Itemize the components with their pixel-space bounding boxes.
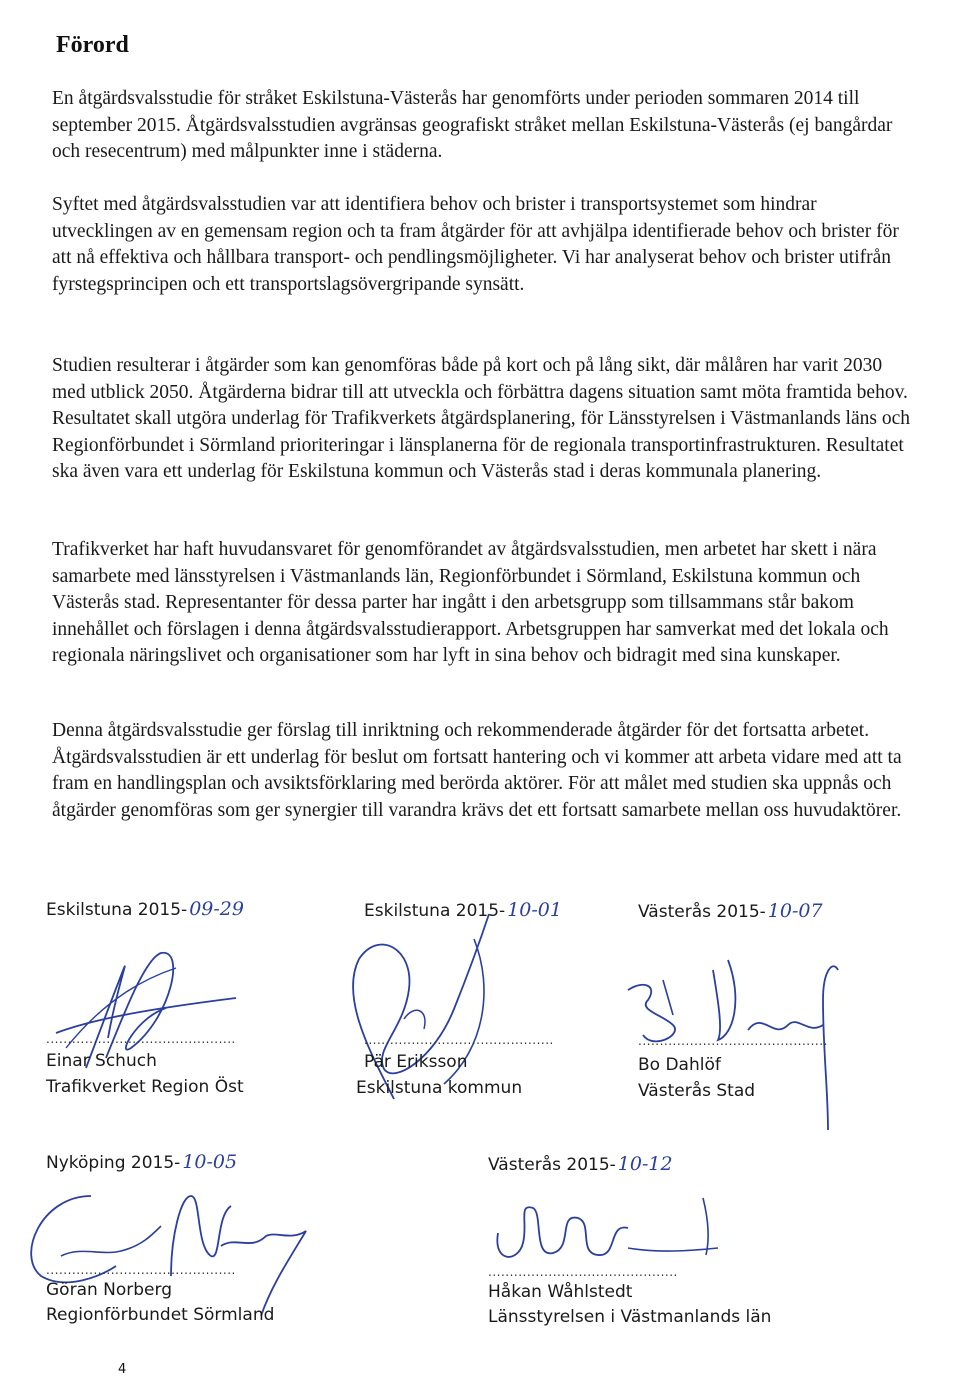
signatory-organization: Eskilstuna kommun [356,1078,523,1098]
signature-place-date [46,1151,237,1173]
signatory-name: Einar Schuch [46,1051,157,1071]
signature-line: ............................................ [638,1034,828,1048]
paragraph-responsibility: Trafikverket har haft huvudansvaret för genomförandet av åtgärdsvalsstudien, men arbetet har skett i nära samarbete med länsstyrelsen i Västmanlands län, Regionförbundet i Sörmland, Eskilstuna kommun och Västerås stad. Representanter för dessa parter har ingått i den arbetsgrupp som tillsammans står bakom innehållet och förslagen i denna åtgärdsvalsstudierapport. Arbetsgruppen har samverkat med det lokala och regionala näringslivet och organisationer som har lyft in sina behov och bidragit med sina kunskaper. [52,539,889,666]
handwritten-date: 09-29 [189,898,244,920]
signatory-name: Göran Norberg [46,1280,172,1300]
handwritten-date: 10-05 [182,1151,238,1173]
handwritten-signature [488,1193,728,1273]
signature-place: Nyköping 2015- [46,1153,181,1173]
signature-place-date [488,1153,673,1175]
signature-place: Eskilstuna 2015- [364,901,506,921]
handwritten-date: 10-07 [767,900,823,922]
signatory-organization: Länsstyrelsen i Västmanlands län [488,1307,772,1327]
paragraph-intro: En åtgärdsvalsstudie för stråket Eskilstuna-Västerås har genomförts under perioden sommaren 2014 till september 2015. Åtgärdsvalsstudien avgränsas geografiskt stråket mellan Eskilstuna-Västerås (ej bangårdar och resecentrum) med målpunkter inne i städerna. [52,88,893,162]
signatory-name: Pär Eriksson [364,1052,468,1072]
page-number: 4 [118,1362,127,1377]
signatory-name: Bo Dahlöf [638,1055,721,1075]
paragraph-results: Studien resulterar i åtgärder som kan genomföras både på kort och på lång sikt, där målåren har varit 2030 med utblick 2050. Åtgärderna bidrar till att utveckla och förbättra dagens situation samt möta framtida behov. Resultatet skall utgöra underlag för Trafikverkets åtgärdsplanering, för Länsstyrelsen i Västmanlands läns och Regionförbundet i Sörmland prioriteringar i länsplanerna för de regionala transportinfrastrukturen. Resultatet ska även vara ett underlag för Eskilstuna kommun och Västerås stad i deras kommunala planering. [52,355,910,482]
signatory-organization: Trafikverket Region Öst [46,1077,244,1097]
page-title: Förord [56,32,129,58]
signature-place: Eskilstuna 2015- [46,900,188,920]
signature-line: ............................................ [46,1263,236,1277]
signatory-name: Håkan Wåhlstedt [488,1282,633,1302]
signature-place-date [46,898,244,920]
signature-place: Västerås 2015- [488,1155,616,1175]
handwritten-date: 10-01 [507,899,562,921]
paragraph-continuation: Denna åtgärdsvalsstudie ger förslag till inriktning och rekommenderade åtgärder för det fortsatta arbetet. Åtgärdsvalsstudien är ett underlag för beslut om fortsatt hantering och vi kommer att arbeta vidare med att ta fram en handlingsplan och avsiktsförklaring med berörda aktörer. För att målet med studien ska uppnås och åtgärder genomföras som ger synergier till varandra krävs det ett fortsatt samarbete mellan oss huvudaktörer. [52,720,902,821]
signatory-organization: Regionförbundet Sörmland [46,1305,275,1325]
signature-line: ............................................ [488,1265,678,1279]
signature-line: ............................................ [46,1032,236,1046]
signature-place-date [638,900,823,922]
signature-place: Västerås 2015- [638,902,766,922]
signature-line: ............................................ [364,1033,554,1047]
signatory-organization: Västerås Stad [638,1081,756,1101]
handwritten-date: 10-12 [617,1153,673,1175]
paragraph-purpose: Syftet med åtgärdsvalsstudien var att identifiera behov och brister i transportsystemet som hindrar utvecklingen av en gemensam region och ta fram åtgärder för att avhjälpa identifierade behov och brister för att nå effektiva och hållbara transport- och pendlingsmöjligheter. Vi har analyserat behov och brister utifrån fyrstegsprincipen och ett transportslagsövergripande synsätt. [52,194,899,295]
